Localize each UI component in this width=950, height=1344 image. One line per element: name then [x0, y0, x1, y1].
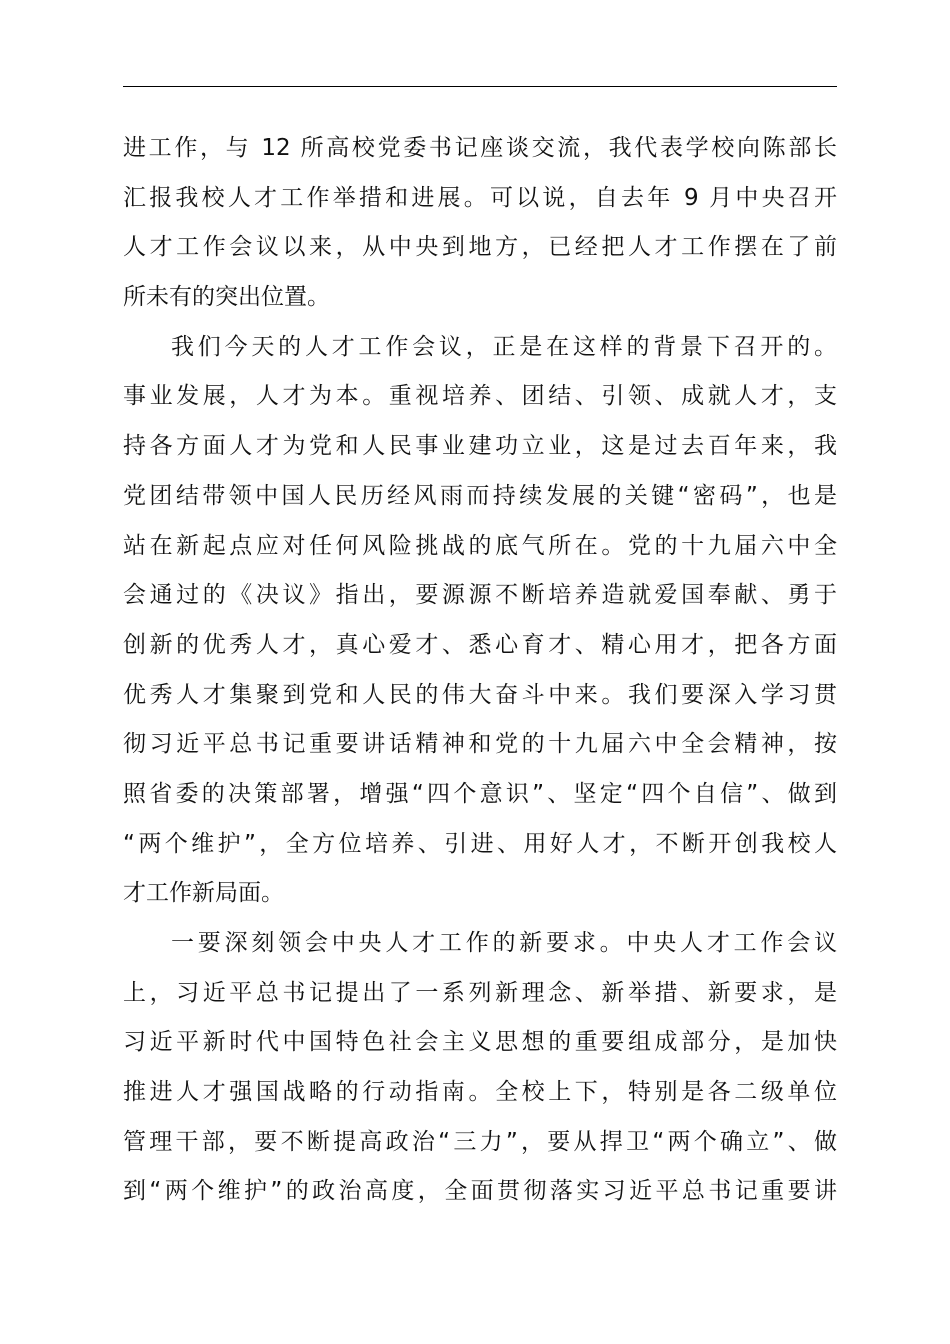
- text-line: 汇报我校人才工作举措和进展。可以说，自去年 9 月中央召开: [123, 184, 837, 211]
- text-line: 优秀人才集聚到党和人民的伟大奋斗中来。我们要深入学习贯: [123, 681, 837, 708]
- text-line: 持各方面人才为党和人民事业建功立业，这是过去百年来，我: [123, 433, 837, 460]
- text-line: 一要深刻领会中央人才工作的新要求。中央人才工作会议: [171, 930, 837, 956]
- text-line: 会通过的《决议》指出，要源源不断培养造就爱国奉献、勇于: [123, 582, 837, 609]
- text-line: 习近平新时代中国特色社会主义思想的重要组成部分，是加快: [123, 1029, 837, 1056]
- text-line: 我们今天的人才工作会议，正是在这样的背景下召开的。: [171, 333, 837, 360]
- text-line: 到“两个维护”的政治高度，全面贯彻落实习近平总书记重要讲: [123, 1178, 837, 1205]
- text-line: 推进人才强国战略的行动指南。全校上下，特别是各二级单位: [123, 1079, 837, 1106]
- text-line: “两个维护”，全方位培养、引进、用好人才，不断开创我校人: [123, 830, 837, 857]
- text-line: 党团结带领中国人民历经风雨而持续发展的关键“密码”，也是: [123, 482, 837, 509]
- text-line: 照省委的决策部署，增强“四个意识”、坚定“四个自信”、做到: [123, 780, 837, 807]
- text-line: 创新的优秀人才，真心爱才、悉心育才、精心用才，把各方面: [123, 631, 837, 658]
- header-rule: [123, 86, 837, 87]
- text-line: 人才工作会议以来，从中央到地方，已经把人才工作摆在了前: [123, 234, 837, 261]
- text-line: 管理干部，要不断提高政治“三力”，要从捍卫“两个确立”、做: [123, 1128, 837, 1155]
- text-line: 事业发展，人才为本。重视培养、团结、引领、成就人才，支: [123, 383, 837, 410]
- text-line: 进工作，与 12 所高校党委书记座谈交流，我代表学校向陈部长: [123, 135, 837, 161]
- body-text: [123, 124, 837, 1217]
- text-line: 上，习近平总书记提出了一系列新理念、新举措、新要求，是: [123, 979, 837, 1006]
- text-line: 站在新起点应对任何风险挑战的底气所在。党的十九届六中全: [123, 532, 837, 559]
- text-line: 才工作新局面。: [123, 880, 284, 907]
- text-line: 所未有的突出位置。: [123, 284, 330, 311]
- text-line: 彻习近平总书记重要讲话精神和党的十九届六中全会精神，按: [123, 731, 837, 758]
